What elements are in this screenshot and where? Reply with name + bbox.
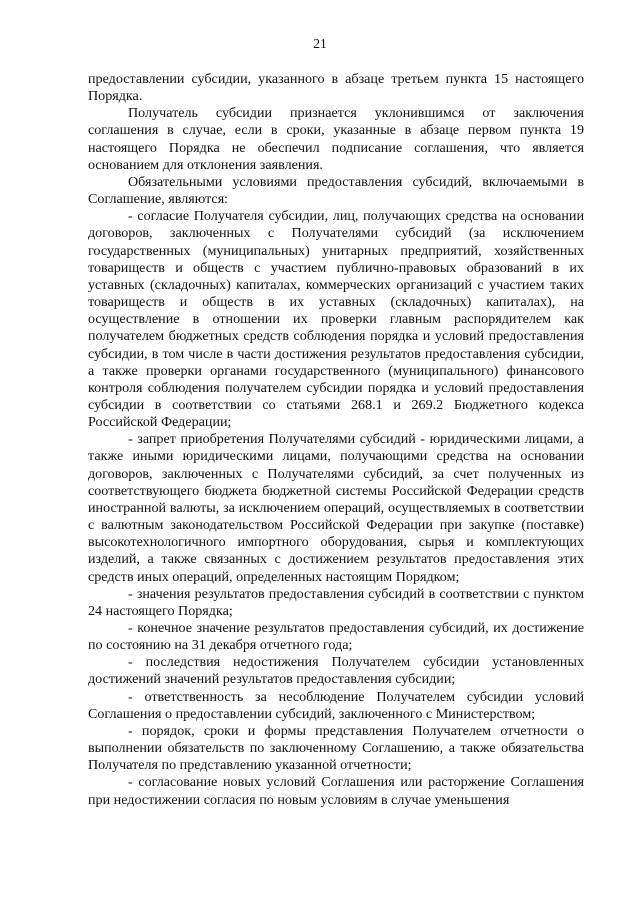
list-item-agreement-changes: - согласование новых условий Соглашения или расторжение Соглашения при недостижении согласия по новым условиям в случае уменьшения [88,774,584,808]
paragraph-mandatory-conditions: Обязательными условиями предоставления субсидий, включаемыми в Соглашение, являются: [88,173,584,208]
list-item-consequences: - последствия недостижения Получателем субсидии установленных достижений значений результатов предоставления субсидии; [88,654,584,688]
page-number: 21 [313,36,327,51]
list-item-reporting: - порядок, сроки и формы представления Получателем отчетности о выполнении обязательств по заключенному Соглашению, а также обязательства Получателя по представлению указанной отчетности; [88,722,584,774]
document-body [88,71,584,809]
list-item-currency-ban: - запрет приобретения Получателями субсидий - юридическими лицами, а также иными юридическими лицами, получающими средства на основании договоров, заключенных с Получателями субсидий, за счет полученных из соответствующего бюджета бюджетной системы Российской Федерации средств иностранной валюты, за исключением операций, осуществляемых в соответствии с валютным законодательством Российской Федерации при закупке (поставке) высокотехнологичного импортного оборудования, сырья и комплектующих изделий, а также связанных с достижением результатов предоставления этих средств иных операций, определенных настоящим Порядком; [88,431,584,585]
list-item-result-values: - значения результатов предоставления субсидий в соответствии с пунктом 24 настоящего Порядка; [88,585,584,619]
list-item-consent: - согласие Получателя субсидии, лиц, получающих средства на основании договоров, заключенных с Получателями субсидий (за исключением государственных (муниципальных) унитарных предприятий, хозяйственных товариществ и обществ с участием публично-правовых образований в их уставных (складочных) капиталах, коммерческих организаций с участием таких товариществ и обществ в их уставных (складочных) капиталах), на осуществление в отношении их проверки главным распорядителем как получателем бюджетных средств соблюдения порядка и условий предоставления субсидии, в том числе в части достижения результатов предоставления субсидии, а также проверки органами государственного (муниципального) финансового контроля соблюдения получателем субсидии порядка и условий предоставления субсидии в соответствии со статьями 268.1 и 269.2 Бюджетного кодекса Российской Федерации; [88,208,584,431]
list-item-responsibility: - ответственность за несоблюдение Получателем субсидии условий Соглашения о предоставлении субсидий, заключенного с Министерством; [88,688,584,722]
paragraph-evasion: Получатель субсидии признается уклонившимся от заключения соглашения в случае, если в сроки, указанные в абзаце первом пункта 19 настоящего Порядка не обеспечил подписание соглашения, что является основанием для отклонения заявления. [88,105,584,173]
paragraph-continuation: предоставлении субсидии, указанного в абзаце третьем пункта 15 настоящего Порядка. [88,71,584,105]
list-item-final-value: - конечное значение результатов предоставления субсидий, их достижение по состоянию на 31 декабря отчетного года; [88,620,584,654]
